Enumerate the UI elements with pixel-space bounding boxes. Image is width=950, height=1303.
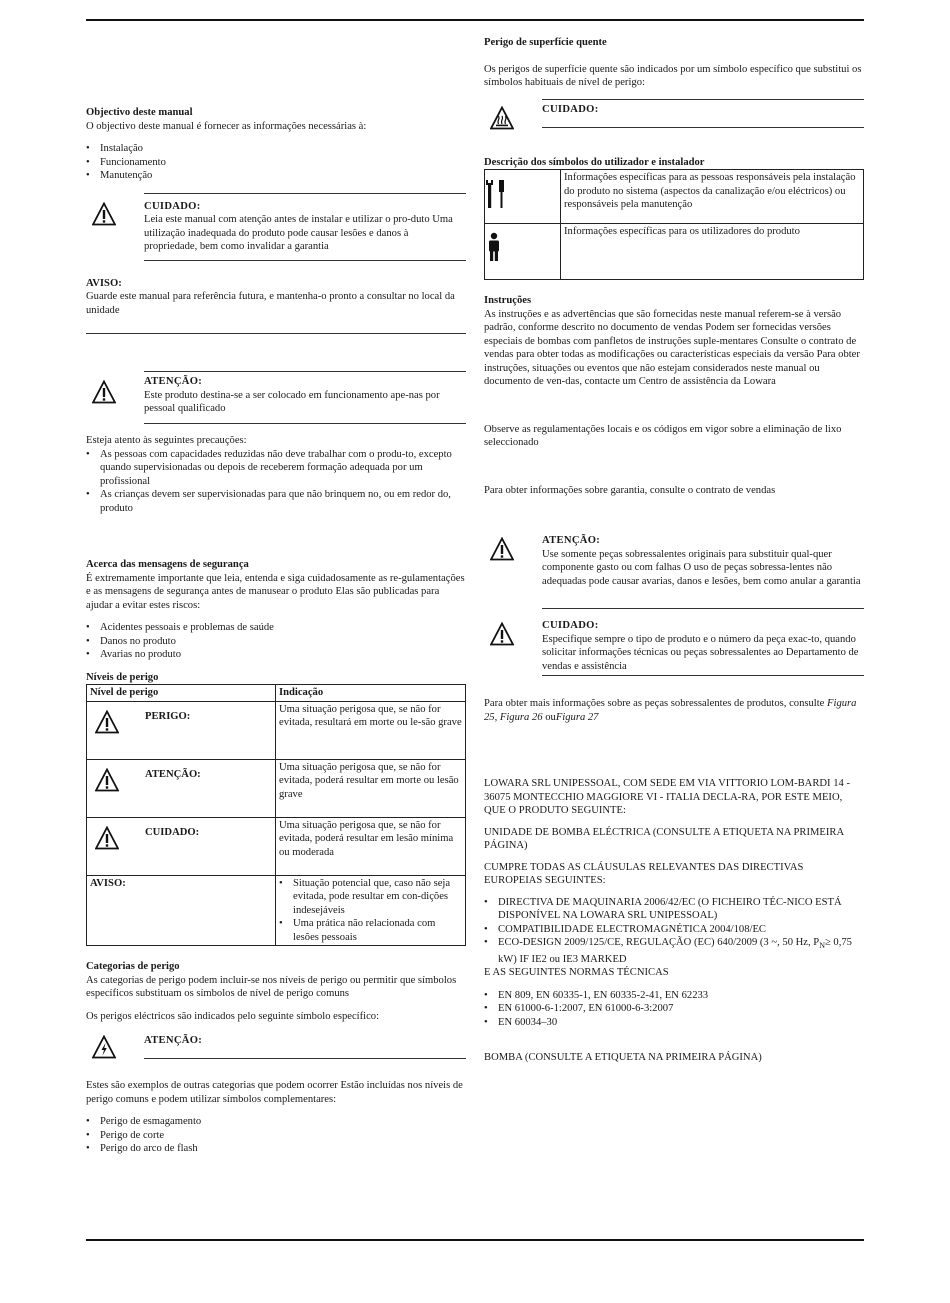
warning-triangle-icon <box>92 202 116 226</box>
table-cell <box>276 875 466 946</box>
list-item: • Perigo de esmagamento <box>86 1115 466 1129</box>
warning-text: Este produto destina-se a ser colocado em funcionamento ape-nas por pessoal qualificado <box>144 389 440 414</box>
list-item: • As pessoas com capacidades reduzidas não deve trabalhar com o produ-to, excepto quando supervisionadas ou depois de receberem formação adequada por um profissional <box>86 448 466 489</box>
declaration-text: CUMPRE TODAS AS CLÁUSULAS RELEVANTES DAS DIRECTIVAS EUROPEIAS SEGUINTES: <box>484 861 804 886</box>
categories-heading: Categorias de perigo <box>86 961 180 972</box>
table-header: Indicação <box>276 685 466 702</box>
tools-icon <box>485 178 509 210</box>
warning-triangle-icon <box>95 768 119 792</box>
table-cell <box>485 170 561 224</box>
person-icon <box>486 232 502 262</box>
warning-triangle-icon <box>92 380 116 404</box>
objective-intro: O objectivo deste manual é fornecer as informações necessárias à: <box>86 120 367 132</box>
list-item: • Uma prática não relacionada com lesões pessoais <box>279 917 462 944</box>
list-item: • COMPATIBILIDADE ELECTROMAGNÉTICA 2004/108/EC <box>484 923 864 937</box>
caution-text: Especifique sempre o tipo de produto e o número da peça exac-to, quando solicitar informações técnicas ou peças sobressalentes ao Departamento de vendas e assistência <box>542 633 859 672</box>
categories-text: As categorias de perigo podem incluir-se nos níveis de perigo ou permitir que símbolos específicos substituam os símbolos de nível de perigo comuns <box>86 974 457 999</box>
table-cell: Informações específicas para as pessoas responsáveis pela instalação do produto no sistema (aspectos da canalização e/ou eléctricos) ou responsáveis pela manutenção <box>561 170 864 224</box>
list-item <box>484 936 864 966</box>
caution-box <box>144 193 466 261</box>
hazard-levels-heading: Níveis de perigo <box>86 671 159 683</box>
standards-list <box>484 989 864 1030</box>
list-item: • Avarias no produto <box>86 648 466 662</box>
list-item: • Situação potencial que, caso não seja evitada, pode resultar em con-dições indesejáveis <box>279 877 462 918</box>
symbols-heading: Descrição dos símbolos do utilizador e instalador <box>484 156 705 168</box>
caution-label: CUIDADO: <box>542 103 599 115</box>
symbols-table <box>484 169 864 280</box>
directives-list <box>484 896 864 967</box>
declaration-text: BOMBA (CONSULTE A ETIQUETA NA PRIMEIRA PÁGINA) <box>484 1052 762 1064</box>
hazard-levels-table <box>86 684 466 946</box>
list-item: • Acidentes pessoais e problemas de saúde <box>86 621 466 635</box>
electrical-warning-box <box>144 1031 466 1059</box>
precautions-intro: Esteja atento às seguintes precauções: <box>86 435 247 446</box>
hot-surface-icon <box>490 106 514 130</box>
precautions-list <box>86 448 466 516</box>
list-item: • Perigo do arco de flash <box>86 1142 466 1156</box>
eco-design-text: ≥ 0,75 kW) IF IE2 ou IE3 MARKED <box>498 937 852 965</box>
warning-label: ATENÇÃO: <box>144 1035 203 1046</box>
warning-box <box>144 371 466 424</box>
figure-link[interactable]: Figura 27 <box>555 711 599 723</box>
warning-triangle-icon <box>490 537 514 561</box>
safety-text: É extremamente importante que leia, entenda e siga cuidadosamente as re-gulamentações e as mensagens de segurança antes de manusear o produto Elas são publicadas para ajudar a evitar estes riscos: <box>86 572 465 611</box>
table-cell <box>485 224 561 280</box>
warning-text: Use somente peças sobressalentes originais para substituir qual-quer componente gasto ou com falhas O uso de peças sobressa-lentes não adequadas pode causar avarias, danos e lesões, bem como anular a garantia <box>542 548 861 587</box>
right-column <box>484 36 864 1065</box>
warning-label: ATENÇÃO: <box>542 535 601 546</box>
instructions-heading: Instruções <box>484 295 532 306</box>
top-rule <box>86 19 864 21</box>
safety-list <box>86 621 466 662</box>
categories-text: Estes são exemplos de outras categorias que podem ocorrer Estão incluídas nos níveis de perigo comuns e podem utilizar símbolos complementares: <box>86 1080 463 1105</box>
table-cell: Uma situação perigosa que, se não for evitada, resultará em morte ou le-são grave <box>276 701 466 759</box>
disposal-text: Observe as regulamentações locais e os códigos em vigor sobre a eliminação de lixo seleccionado <box>484 423 842 448</box>
subscript: N <box>819 941 825 951</box>
list-item: • Danos no produto <box>86 635 466 649</box>
table-cell <box>87 759 276 817</box>
separator: , <box>494 711 500 723</box>
hot-surface-heading: Perigo de superfície quente <box>484 37 607 48</box>
table-cell <box>87 817 276 875</box>
bottom-rule <box>86 1239 864 1241</box>
list-item: • Perigo de corte <box>86 1129 466 1143</box>
objective-list <box>86 142 466 183</box>
warranty-text: Para obter informações sobre garantia, consulte o contrato de vendas <box>484 484 776 496</box>
instructions-text: As instruções e as advertências que são fornecidas neste manual referem-se à versão padrão, conforme descrito no documento de vendas Podem ser fornecidas versões especiais de bombas com panfletos de instruções suple-mentares Consulte o contrato de vendas para obter todas as modificações ou características especiais da versão Para obter instruções, situações ou eventos que não estejam considerados neste manual ou documento de ven-das, contacte um Centro de assistência da Lowara <box>484 308 860 387</box>
parts-reference-prefix: Para obter mais informações sobre as peças sobressalentes de produtos, consulte <box>484 698 828 709</box>
declaration-text: UNIDADE DE BOMBA ELÉCTRICA (CONSULTE A ETIQUETA NA PRIMEIRA PÁGINA) <box>484 826 844 851</box>
figure-link[interactable]: Figura 26 <box>499 711 543 723</box>
list-item: • Manutenção <box>86 169 466 183</box>
categories-list <box>86 1115 466 1156</box>
level-label: ATENÇÃO: <box>145 768 201 780</box>
eco-design-text: ECO-DESIGN 2009/125/CE, REGULAÇÃO (EC) 640/2009 (3 ~, 50 Hz, P <box>498 937 820 948</box>
list-item: • DIRECTIVA DE MAQUINARIA 2006/42/EC (O FICHEIRO TÉC-NICO ESTÁ DISPONÍVEL NA LOWARA SRL UNIPESSOAL) <box>484 896 864 923</box>
notice-heading: AVISO: <box>86 277 122 289</box>
table-cell <box>87 875 276 946</box>
hot-surface-box <box>542 99 864 128</box>
safety-heading: Acerca das mensagens de segurança <box>86 559 249 570</box>
spare-parts-caution-box <box>542 609 864 676</box>
level-label: CUIDADO: <box>145 826 200 838</box>
notice-text: Guarde este manual para referência futura, e mantenha-o pronto a consultar no local da unidade <box>86 291 455 316</box>
caution-label: CUIDADO: <box>144 200 201 212</box>
list-item: • EN 61000-6-1:2007, EN 61000-6-3:2007 <box>484 1002 864 1016</box>
categories-text: Os perigos eléctricos são indicados pelo seguinte símbolo específico: <box>86 1010 380 1022</box>
warning-triangle-icon <box>95 710 119 734</box>
list-item: • Funcionamento <box>86 156 466 170</box>
divider <box>86 333 466 334</box>
left-column <box>86 106 466 1156</box>
objective-heading: Objectivo deste manual <box>86 107 193 118</box>
list-item: • Instalação <box>86 142 466 156</box>
level-label: PERIGO: <box>145 710 191 722</box>
table-cell: Uma situação perigosa que, se não for evitada, poderá resultar em lesão mínima ou moderada <box>276 817 466 875</box>
warning-label: ATENÇÃO: <box>144 376 203 387</box>
list-item: • EN 809, EN 60335-1, EN 60335-2-41, EN 62233 <box>484 989 864 1003</box>
caution-label: CUIDADO: <box>542 620 599 631</box>
figure-link[interactable]: Figura 25 <box>484 698 857 723</box>
table-cell <box>87 701 276 759</box>
spare-parts-warning-box <box>542 531 864 609</box>
caution-text: Leia este manual com atenção antes de instalar e utilizar o pro-duto Uma utilização inadequada do produto pode causar lesões e danos à propriedade, bem como invalidar a garantia <box>144 214 453 252</box>
declaration <box>484 777 864 1065</box>
table-cell: Uma situação perigosa que, se não for evitada, poderá resultar em morte ou lesão grave <box>276 759 466 817</box>
list-item: • As crianças devem ser supervisionadas para que não brinquem no, ou em redor do, produto <box>86 488 466 515</box>
hot-surface-text: Os perigos de superfície quente são indicados por um símbolo específico que substitui os símbolos habituais de nível de perigo: <box>484 63 862 88</box>
parts-reference-text <box>484 697 864 724</box>
electrical-hazard-icon <box>92 1035 116 1059</box>
warning-triangle-icon <box>95 826 119 850</box>
declaration-text: LOWARA SRL UNIPESSOAL, COM SEDE EM VIA VITTORIO LOM-BARDI 14 - 36075 MONTECCHIO MAGGIORE VI - ITALIA DECLA-RA, POR ESTE MEIO, QUE O PRODUTO SEGUINTE: <box>484 778 850 816</box>
list-item: • EN 60034–30 <box>484 1016 864 1030</box>
warning-triangle-icon <box>490 622 514 646</box>
table-cell: Informações específicas para os utilizadores do produto <box>561 224 864 280</box>
table-header: Nível de perigo <box>87 685 276 702</box>
level-label: AVISO: <box>90 877 126 889</box>
separator: ou <box>542 711 556 723</box>
declaration-text: E AS SEGUINTES NORMAS TÉCNICAS <box>484 967 669 979</box>
